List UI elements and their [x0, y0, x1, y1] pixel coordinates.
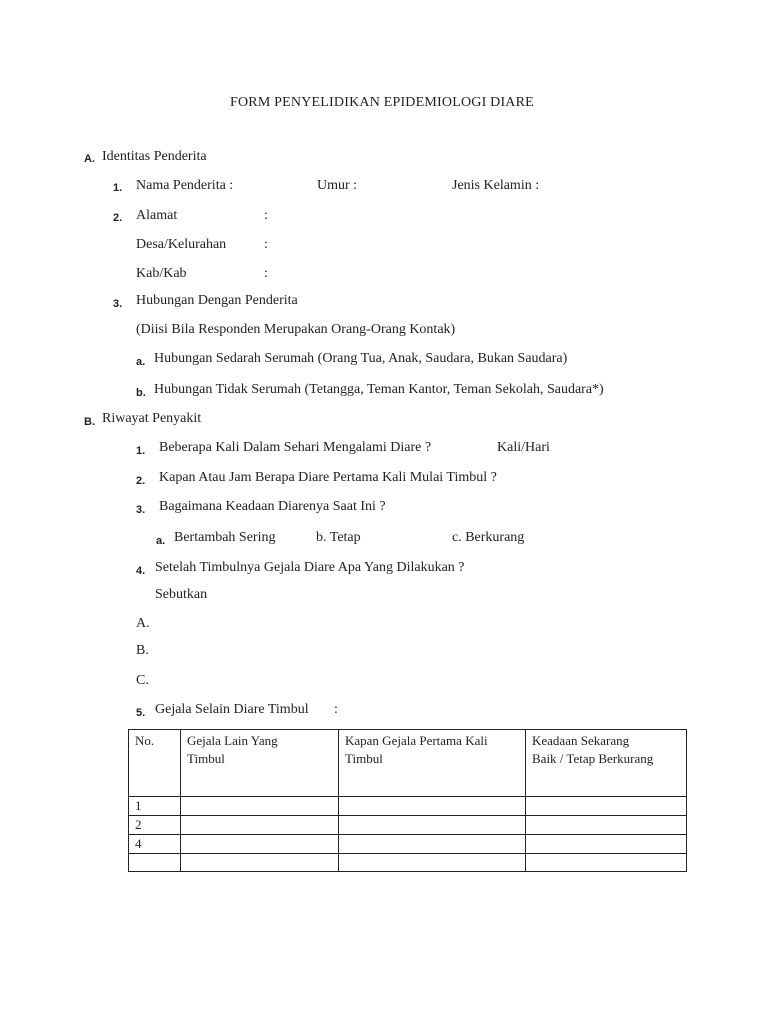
q5-colon: :	[334, 702, 338, 717]
q4-answer-c: C.	[136, 673, 149, 688]
jenis-kelamin-label: Jenis Kelamin :	[452, 178, 540, 193]
umur-label: Umur :	[317, 178, 358, 193]
q2-text: Kapan Atau Jam Berapa Diare Pertama Kali Mulai Timbul ?	[159, 470, 497, 485]
q3-option-a-letter: a.	[156, 535, 166, 547]
alamat-label: Alamat	[136, 208, 178, 223]
header-kapan: Kapan Gejala Pertama Kali Timbul	[339, 730, 526, 797]
gejala-table	[128, 729, 687, 872]
table-cell	[181, 854, 339, 872]
section-b-heading: Riwayat Penyakit	[102, 411, 202, 426]
q3-option-b: b. Tetap	[316, 530, 361, 545]
q3-option-a: Bertambah Sering	[174, 530, 276, 545]
section-b-letter: B.	[84, 416, 95, 428]
table-row	[129, 797, 687, 816]
q4-sebutkan: Sebutkan	[155, 587, 208, 602]
q3-number: 3.	[136, 504, 146, 516]
table-header-row	[129, 730, 687, 797]
header-keadaan: Keadaan Sekarang Baik / Tetap Berkurang	[526, 730, 687, 797]
table-cell	[339, 797, 526, 816]
q5-number: 5.	[136, 707, 146, 719]
nama-penderita-label: Nama Penderita :	[136, 178, 234, 193]
option-a-letter: a.	[136, 356, 146, 368]
table-cell	[129, 854, 181, 872]
page-title: FORM PENYELIDIKAN EPIDEMIOLOGI DIARE	[230, 95, 534, 110]
item-3-number: 3.	[113, 298, 123, 310]
q2-number: 2.	[136, 475, 146, 487]
table-cell	[526, 816, 687, 835]
table-row	[129, 854, 687, 872]
table-cell: 2	[129, 816, 181, 835]
table-cell	[526, 797, 687, 816]
q1-number: 1.	[136, 445, 146, 457]
table-cell	[526, 835, 687, 854]
header-gejala: Gejala Lain Yang Timbul	[181, 730, 339, 797]
hubungan-label: Hubungan Dengan Penderita	[136, 293, 298, 308]
table-cell: 1	[129, 797, 181, 816]
option-b-letter: b.	[136, 387, 146, 399]
kab-label: Kab/Kab	[136, 266, 187, 281]
table-cell	[181, 816, 339, 835]
table-row	[129, 816, 687, 835]
table-cell: 4	[129, 835, 181, 854]
q4-answer-b: B.	[136, 643, 149, 658]
table-cell	[526, 854, 687, 872]
table-cell	[339, 854, 526, 872]
item-1-number: 1.	[113, 182, 123, 194]
item-2-number: 2.	[113, 212, 123, 224]
q3-text: Bagaimana Keadaan Diarenya Saat Ini ?	[159, 499, 386, 514]
q4-text: Setelah Timbulnya Gejala Diare Apa Yang Dilakukan ?	[155, 560, 465, 575]
table-row	[129, 835, 687, 854]
kab-colon: :	[264, 266, 268, 281]
q3-option-c: c. Berkurang	[452, 530, 525, 545]
desa-label: Desa/Kelurahan	[136, 237, 227, 252]
section-a-letter: A.	[84, 153, 95, 165]
hubungan-note: (Diisi Bila Responden Merupakan Orang-Orang Kontak)	[136, 322, 456, 337]
table-cell	[181, 797, 339, 816]
section-a-heading: Identitas Penderita	[102, 149, 207, 164]
table-cell	[181, 835, 339, 854]
hubungan-tidak-text: Hubungan Tidak Serumah (Tetangga, Teman Kantor, Teman Sekolah, Saudara*)	[154, 382, 604, 397]
alamat-colon: :	[264, 208, 268, 223]
hubungan-sedarah-text: Hubungan Sedarah Serumah (Orang Tua, Anak, Saudara, Bukan Saudara)	[154, 351, 568, 366]
desa-colon: :	[264, 237, 268, 252]
q1-unit: Kali/Hari	[497, 440, 550, 455]
header-no: No.	[129, 730, 181, 797]
table-cell	[339, 816, 526, 835]
q1-text: Beberapa Kali Dalam Sehari Mengalami Diare ?	[159, 440, 432, 455]
q4-answer-a: A.	[136, 616, 150, 631]
q5-text: Gejala Selain Diare Timbul	[155, 702, 309, 717]
q4-number: 4.	[136, 565, 146, 577]
table-cell	[339, 835, 526, 854]
